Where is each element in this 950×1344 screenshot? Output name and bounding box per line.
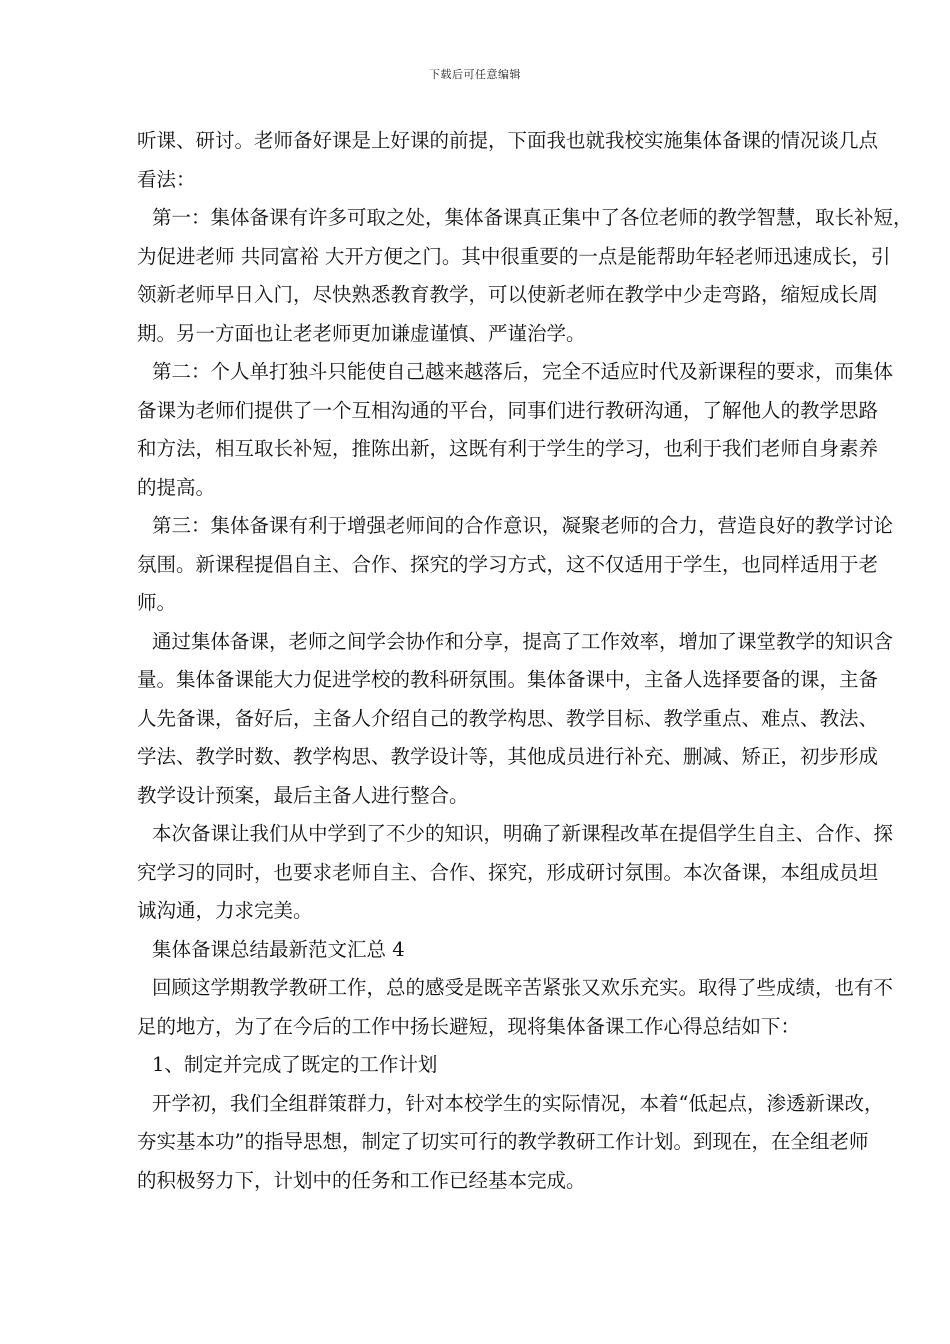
list-item-heading: [137, 1046, 887, 1085]
text-line: 和方法，相互取长补短，推陈出新，这既有利于学生的学习，也利于我们老师自身素养: [137, 437, 879, 460]
text-line: 开学初，我们全组群策群力，针对本校学生的实际情况，本着“低起点，渗透新课改，: [152, 1091, 884, 1115]
paragraph-6: [137, 815, 894, 931]
text-line: 期。另一方面也让老老师更加谦虚谨慎、严谨治学。: [137, 321, 586, 345]
text-line: 通过集体备课，老师之间学会协作和分享，提高了工作效率，增加了课堂教学的知识含: [152, 629, 894, 653]
text-line: 诚沟通，力求完美。: [137, 899, 313, 922]
paragraph-4: [137, 507, 894, 623]
text-line: 领新老师早日入门，尽快熟悉教育教学，可以使新老师在教学中少走弯路，缩短成长周: [137, 283, 879, 306]
text-line: 学法、教学时数、教学构思、教学设计等，其他成员进行补充、删减、矫正，初步形成: [137, 745, 879, 768]
text-line: 人先备课，备好后，主备人介绍自己的教学构思、教学目标、教学重点、难点、教法、: [137, 706, 879, 730]
text-line: 究学习的同时，也要求老师自主、合作、探究，形成研讨氛围。本次备课，本组成员坦: [137, 860, 879, 884]
paragraph-1: [137, 122, 887, 199]
paragraph-8: [137, 1085, 887, 1201]
text-line: 第二：个人单打独斗只能使自己越来越落后，完全不适应时代及新课程的要求，而集体: [152, 360, 894, 383]
text-line: 听课、研讨。老师备好课是上好课的前提，下面我也就我校实施集体备课的情况谈几点: [137, 129, 879, 152]
text-line: 集体备课总结最新范文汇总 4: [152, 937, 405, 961]
text-line: 1、制定并完成了既定的工作计划: [152, 1053, 438, 1076]
text-line: 师。: [137, 591, 177, 614]
text-line: 夯实基本功”的指导思想，制定了切实可行的教学教研工作计划。到现在，在全组老师: [137, 1130, 869, 1153]
paragraph-3: [137, 353, 894, 507]
text-line: 本次备课让我们从中学到了不少的知识，明确了新课程改革在提倡学生自主、合作、探: [152, 822, 894, 845]
text-line: 回顾这学期教学教研工作，总的感受是既辛苦紧张又欢乐充实。取得了些成绩，也有不: [152, 976, 894, 999]
text-line: 看法：: [137, 167, 196, 191]
text-line: 第一：集体备课有许多可取之处，集体备课真正集中了各位老师的教学智慧，取长补短，: [152, 206, 913, 229]
text-line: 量。集体备课能大力促进学校的教科研氛围。集体备课中，主备人选择要备的课，主备: [137, 668, 879, 691]
text-line: 的积极努力下，计划中的任务和工作已经基本完成。: [137, 1168, 586, 1192]
document-body: [137, 122, 913, 1200]
paragraph-2: [137, 199, 913, 353]
text-line: 第三：集体备课有利于增强老师间的合作意识，凝聚老师的合力，营造良好的教学讨论: [152, 514, 894, 537]
text-line: 备课为老师们提供了一个互相沟通的平台，同事们进行教研沟通，了解他人的教学思路: [137, 398, 879, 422]
text-line: 氛围。新课程提倡自主、合作、探究的学习方式，这不仅适用于学生，也同样适用于老: [137, 552, 879, 576]
page-header: 下载后可任意编辑: [429, 68, 521, 81]
text-line: 足的地方，为了在今后的工作中扬长避短，现将集体备课工作心得总结如下：: [137, 1014, 801, 1038]
text-line: 为促进老师 共同富裕 大开方便之门。其中很重要的一点是能帮助年轻老师迅速成长，引: [137, 244, 891, 268]
text-line: 的提高。: [137, 475, 216, 499]
section-heading: [137, 931, 887, 970]
paragraph-7: [137, 969, 894, 1046]
text-line: 教学设计预案，最后主备人进行整合。: [137, 783, 469, 807]
paragraph-5: [137, 623, 894, 816]
